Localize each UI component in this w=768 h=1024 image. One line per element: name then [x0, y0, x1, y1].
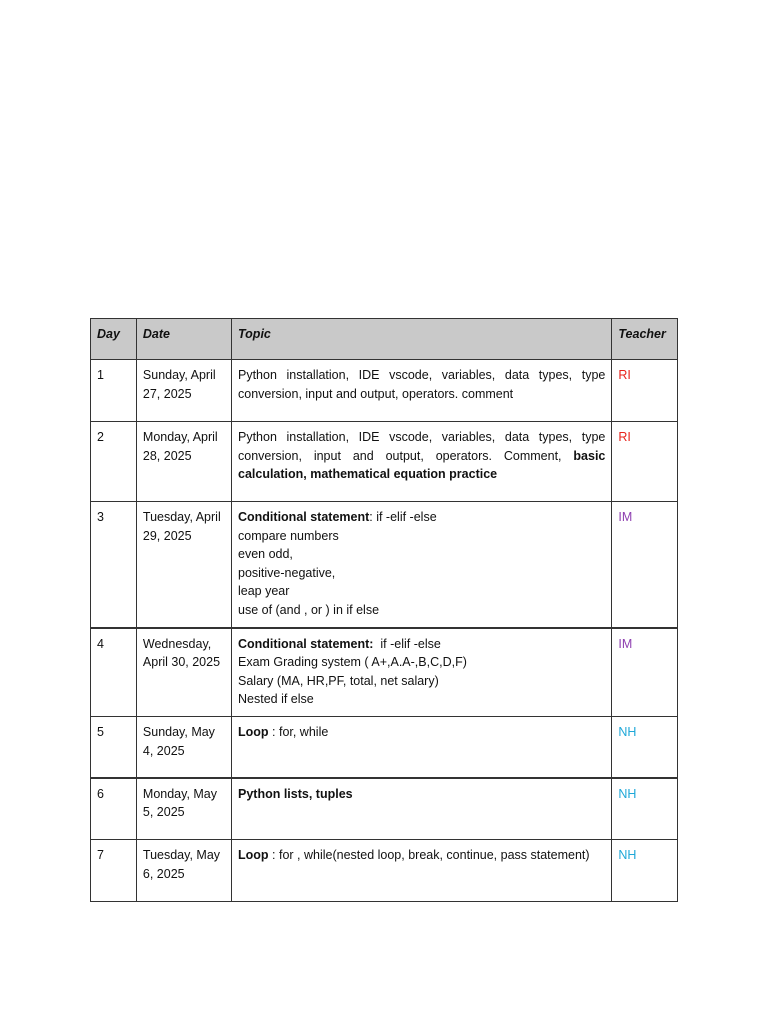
teacher-cell: IM — [612, 628, 678, 717]
table-row — [91, 717, 678, 778]
date-cell: Wednesday, April 30, 2025 — [136, 628, 231, 717]
topic-text: Python installation, IDE vscode, variables, data types, type conversion, input and output, operators. comment — [238, 368, 606, 401]
header-topic: Topic — [232, 319, 612, 360]
topic-line: Salary (MA, HR,PF, total, net salary) — [238, 673, 439, 688]
topic-cell — [232, 717, 612, 778]
day-cell: 1 — [91, 360, 137, 422]
topic-cell — [232, 628, 612, 717]
table-row — [91, 778, 678, 840]
topic-text: : if -elif -else — [369, 510, 437, 524]
topic-line: leap year — [238, 584, 290, 598]
topic-line: even odd, — [238, 547, 293, 561]
table-row — [91, 502, 678, 628]
topic-text: if -elif -else — [373, 636, 441, 651]
date-cell: Sunday, April 27, 2025 — [136, 360, 231, 422]
topic-bold: Conditional statement — [238, 510, 370, 524]
topic-bold: basic calculation, mathematical equation practice — [238, 448, 606, 481]
header-teacher: Teacher — [612, 319, 678, 360]
day-cell: 4 — [91, 628, 137, 717]
topic-line: Exam Grading system ( A+,A.A-,B,C,D,F) — [238, 655, 467, 669]
header-row — [91, 319, 678, 360]
topic-line: positive-negative, — [238, 565, 336, 580]
topic-bold: Loop — [238, 848, 269, 862]
date-cell: Monday, May 5, 2025 — [136, 778, 231, 840]
topic-cell — [232, 840, 612, 902]
teacher-cell: NH — [612, 840, 678, 902]
day-cell: 5 — [91, 717, 137, 778]
topic-cell — [232, 360, 612, 422]
day-cell: 7 — [91, 840, 137, 902]
topic-cell — [232, 422, 612, 502]
day-cell: 6 — [91, 778, 137, 840]
schedule-table — [90, 318, 678, 902]
teacher-cell: IM — [612, 502, 678, 628]
table-row — [91, 360, 678, 422]
teacher-cell: RI — [612, 360, 678, 422]
teacher-cell: RI — [612, 422, 678, 502]
table-row — [91, 628, 678, 717]
topic-bold: Python lists, tuples — [238, 786, 353, 801]
topic-bold: Loop — [238, 725, 269, 739]
topic-line: use of (and , or ) in if else — [238, 602, 380, 617]
topic-cell — [232, 502, 612, 628]
topic-text: Python installation, IDE vscode, variables, data types, type conversion, input and output, operators. Comment, — [238, 430, 606, 463]
topic-line: Nested if else — [238, 692, 314, 706]
topic-bold: Conditional statement: — [238, 636, 374, 651]
date-cell: Monday, April 28, 2025 — [136, 422, 231, 502]
table-row — [91, 840, 678, 902]
topic-line: compare numbers — [238, 528, 339, 543]
topic-text: : for, while — [268, 725, 329, 739]
header-date: Date — [136, 319, 231, 360]
teacher-cell: NH — [612, 778, 678, 840]
date-cell: Tuesday, April 29, 2025 — [136, 502, 231, 628]
topic-cell — [232, 778, 612, 840]
day-cell: 2 — [91, 422, 137, 502]
table-row — [91, 422, 678, 502]
header-day: Day — [91, 319, 137, 360]
date-cell: Tuesday, May 6, 2025 — [136, 840, 231, 902]
date-cell: Sunday, May 4, 2025 — [136, 717, 231, 778]
topic-text: : for , while(nested loop, break, continue, pass statement) — [268, 848, 590, 862]
day-cell: 3 — [91, 502, 137, 628]
teacher-cell: NH — [612, 717, 678, 778]
